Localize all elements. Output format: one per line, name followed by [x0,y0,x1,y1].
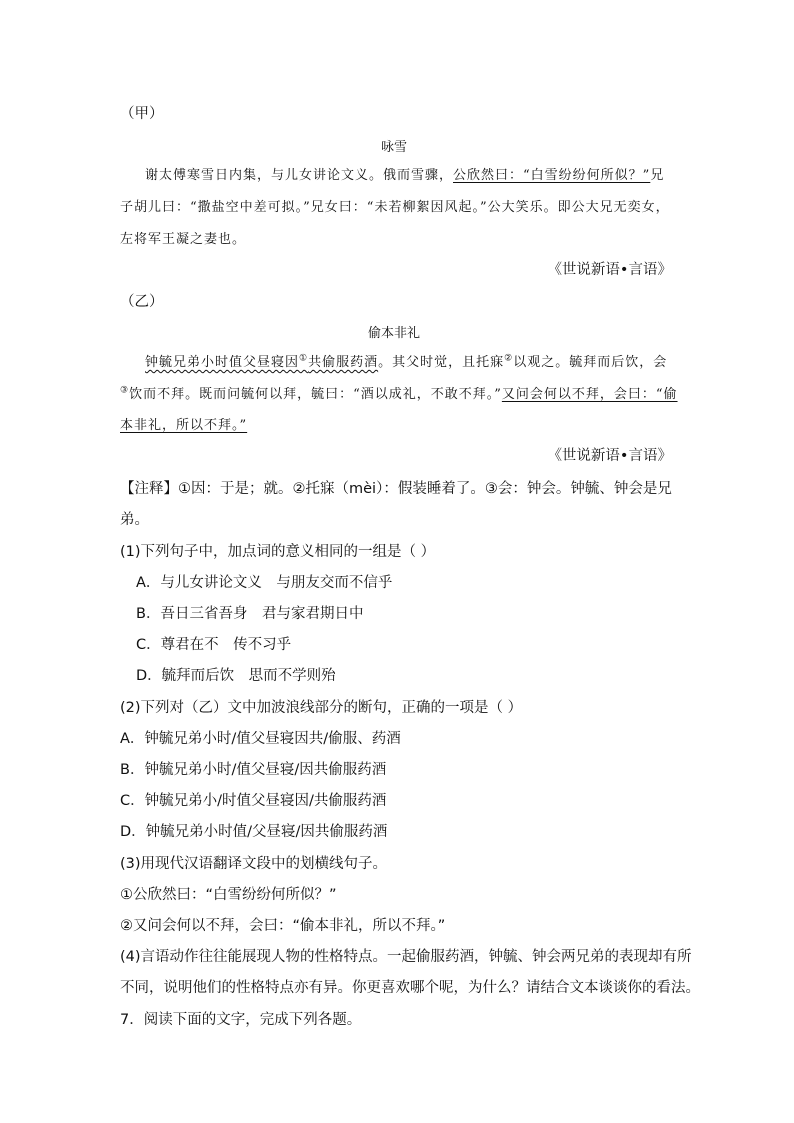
notes-line-1: 【注释】①因：于是；就。②托寐（mèi）：假装睡着了。③会：钟会。钟毓、钟会是兄 [120,481,672,497]
q1-option-d: D．毓拜而后饮 思而不学则殆 [136,668,336,684]
question-4-line-2: 不同，说明他们的性格特点亦有异。你更喜欢哪个呢，为什么？请结合文本谈谈你的看法。 [120,980,700,996]
passage-b-label: （乙） [120,294,164,310]
wavy-segment [145,355,378,370]
q2-option-d: D．钟毓兄弟小时值/父昼寝/因共偷服药酒 [120,824,388,840]
note-marker-2: ② [504,353,514,364]
note-marker-1: ① [299,353,309,364]
passage-a-source: 《世说新语•言语》 [547,262,672,278]
passage-a-line-2: 子胡儿曰：“撒盐空中差可拟。”兄女曰：“未若柳絮因风起。”公大笑乐。即公大兄无奕女， [120,200,670,215]
question-3: (3)用现代汉语翻译文段中的划横线句子。 [120,856,388,872]
passage-b-line-3 [120,414,247,433]
note-marker-3: ③ [120,385,130,396]
underlined-sentence-1: 公欣然曰：“白雪纷纷何所似？” [453,168,651,183]
question-1: (1)下列句子中，加点词的意义相同的一组是（ ） [120,544,436,560]
q3-item-2: ②又问会何以不拜，会曰：“偷本非礼，所以不拜。” [120,918,446,934]
passage-b-line-2 [120,383,678,402]
q3-item-1: ①公欣然曰：“白雪纷纷何所似？” [120,887,337,903]
q1-option-a: A．与儿女讲论文义 与朋友交而不信乎 [136,575,393,591]
passage-b-line-2-text: 饮而不拜。既而问毓何以拜，毓曰：“酒以成礼，不敢不拜。” [129,387,502,402]
passage-a-label: （甲） [120,106,164,122]
passage-a-line-1-end: 兄 [650,168,665,183]
passage-a-line-3: 左将军王凝之妻也。 [120,232,247,247]
passage-b-title: 偷本非礼 [368,326,421,341]
q2-option-b: B．钟毓兄弟小时/值父昼寝/因共偷服药酒 [120,762,387,778]
underlined-sentence-2-end: 本非礼，所以不拜。” [120,418,248,433]
passage-b-source: 《世说新语•言语》 [547,448,672,464]
passage-a-title: 咏雪 [381,140,408,155]
wavy-text-2: 共偷服药酒 [308,355,379,370]
passage-b-line-1-text: 。其父时觉，且托寐 [378,355,505,370]
question-2: (2)下列对（乙）文中加波浪线部分的断句，正确的一项是（ ） [120,700,523,716]
passage-b-line-1 [145,351,667,370]
underlined-sentence-2: 又问会何以不拜，会曰：“偷 [501,387,678,402]
q1-option-b: B．吾日三省吾身 君与家君期日中 [136,606,364,622]
q2-option-a: A．钟毓兄弟小时/值父昼寝因共/偷服、药酒 [120,731,401,747]
passage-a-line-1 [145,164,664,183]
wavy-text-1: 钟毓兄弟小时值父昼寝因 [145,355,300,370]
q2-option-c: C．钟毓兄弟小/时值父昼寝因/共偷服药酒 [120,793,387,809]
question-4-line-1: (4)言语动作往往能展现人物的性格特点。一起偷服药酒，钟毓、钟会两兄弟的表现却有所 [120,949,692,965]
passage-a-line-1-text: 谢太傅寒雪日内集，与儿女讲论文义。俄而雪骤， [145,168,454,183]
passage-b-line-1-end: 以观之。毓拜而后饮，会 [513,355,668,370]
notes-line-2: 弟。 [120,512,149,528]
q1-option-c: C．尊君在不 传不习乎 [136,637,292,653]
question-7: 7．阅读下面的文字，完成下列各题。 [120,1012,362,1028]
